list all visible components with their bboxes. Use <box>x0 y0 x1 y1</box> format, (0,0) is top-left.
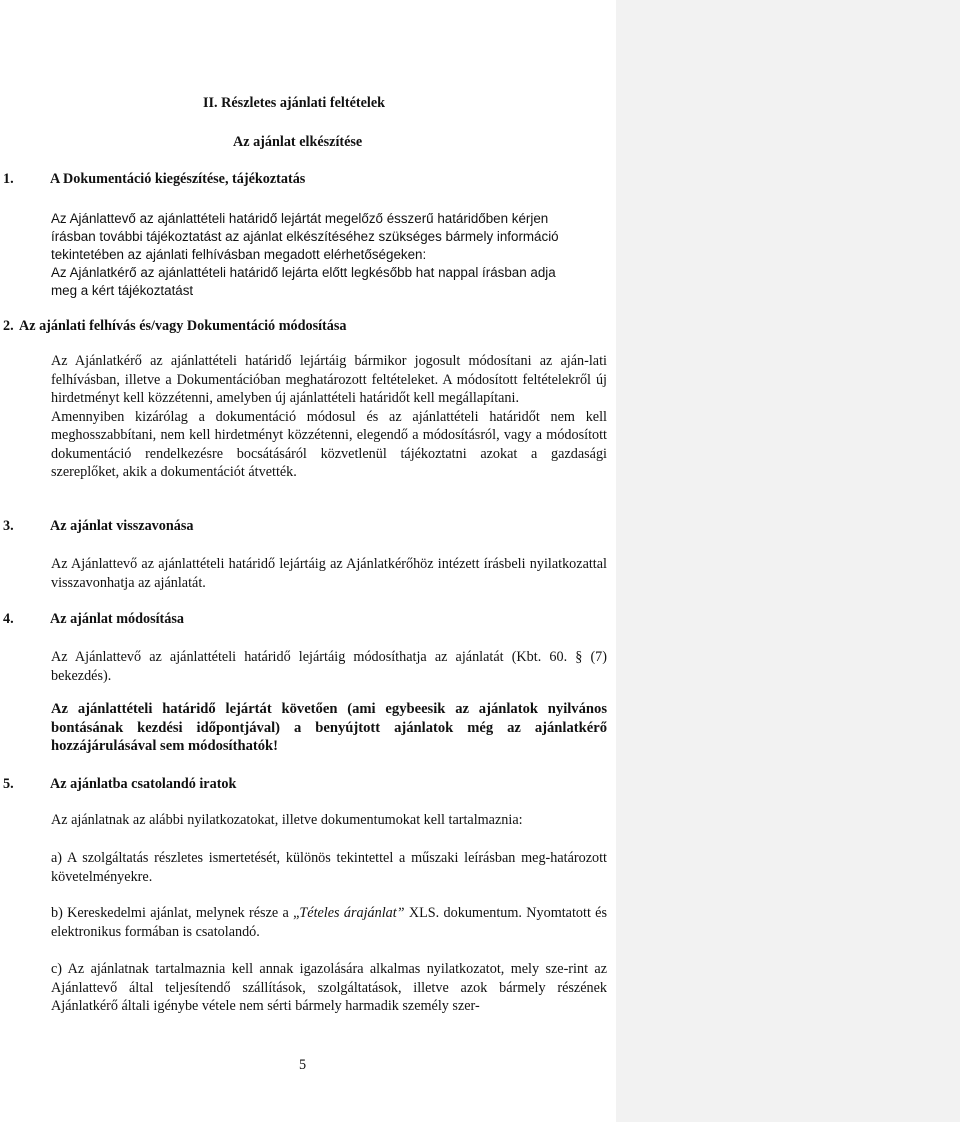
section-4-number: 4. <box>3 611 14 627</box>
section-1-title: A Dokumentáció kiegészítése, tájékoztatás <box>50 171 306 187</box>
section-2-number: 2. <box>3 318 14 334</box>
section-2-paragraph-1: Az Ajánlatkérő az ajánlattételi határidő lejártáig bármikor jogosult módosítani az aján-lati felhívásban, illetve a Dokumentációban meghatározott feltételeket. A módosított feltételekről új hirdetményt kell közzétenni, amelyben új ajánlattételi határidőt kell megállapítani. <box>51 353 607 406</box>
section-5-item-a <box>51 849 607 886</box>
section-5-item-b <box>51 904 607 941</box>
section-2-title: Az ajánlati felhívás és/vagy Dokumentáció módosítása <box>19 318 347 334</box>
section-subtitle: Az ajánlat elkészítése <box>233 134 363 150</box>
section-2-paragraph-2: Amennyiben kizárólag a dokumentáció módosul és az ajánlattételi határidőt nem kell meghosszabbítani, nem kell hirdetményt közzétenni, elegendő a módosításról, vagy a módosított dokumentáció rendelkezésre bocsátásáról közvetlenül tájékoztatni azokat a gazdasági szereplőket, akik a dokumentációt átvették. <box>51 408 607 480</box>
page-number: 5 <box>299 1057 307 1073</box>
section-1-line-1: Az Ajánlattevő az ajánlattételi határidő lejártát megelőző ésszerű határidőben kérjen <box>51 211 549 226</box>
section-5-intro: Az ajánlatnak az alábbi nyilatkozatokat, illetve dokumentumokat kell tartalmaznia: <box>51 812 523 828</box>
section-5-item-b-text <box>51 904 607 941</box>
section-5-item-a-text: a) A szolgáltatás részletes ismertetését, különös tekintettel a műszaki leírásban meg-határozott követelményekre. <box>51 850 607 885</box>
section-1-line-5: meg a kért tájékoztatást <box>51 283 194 298</box>
section-4-paragraph-2: Az ajánlattételi határidő lejártát követően (ami egybeesik az ajánlatok nyilvános bontásának kezdési időpontjával) a benyújtott ajánlatok még az ajánlatkérő hozzájárulásával sem módosíthatók! <box>51 701 607 754</box>
section-2-body <box>51 352 607 482</box>
item-b-prefix: b) Kereskedelmi ajánlat, melynek része a „ <box>51 905 300 921</box>
section-4-body-2 <box>51 700 607 756</box>
section-3-title: Az ajánlat visszavonása <box>50 518 194 534</box>
side-panel <box>616 0 960 1122</box>
section-4-title: Az ajánlat módosítása <box>50 611 184 627</box>
section-4-paragraph-1: Az Ajánlattevő az ajánlattételi határidő lejártáig módosíthatja az ajánlatát (Kbt. 60. § (7) bekezdés). <box>51 649 607 684</box>
section-3-body <box>51 555 607 592</box>
section-4-body-1 <box>51 648 607 685</box>
section-5-number: 5. <box>3 776 14 792</box>
section-3-number: 3. <box>3 518 14 534</box>
section-5-item-c-text: c) Az ajánlatnak tartalmaznia kell annak igazolására alkalmas nyilatkozatot, mely sze-rint az Ajánlattevő által teljesítendő szállítások, szolgáltatások, illetve azok bármely részének Ajánlatkérő általi igénybe vétele nem sérti bármely harmadik személy szer- <box>51 961 607 1014</box>
part-title: II. Részletes ajánlati feltételek <box>203 95 386 111</box>
section-5-title: Az ajánlatba csatolandó iratok <box>50 776 237 792</box>
item-b-suffix: XLS. dokumentum. Nyomtatott és elektronikus formában is csatolandó. <box>51 905 608 940</box>
section-3-paragraph-1: Az Ajánlattevő az ajánlattételi határidő lejártáig az Ajánlatkérőhöz intézett írásbeli nyilatkozattal visszavonhatja az ajánlatát. <box>51 556 607 591</box>
section-1-line-4: Az Ajánlatkérő az ajánlattételi határidő lejárta előtt legkésőbb hat nappal írásban adja <box>51 265 556 280</box>
section-1-line-2: írásban további tájékoztatást az ajánlat elkészítéséhez szükséges bármely információ <box>51 229 559 244</box>
item-b-italic-title: Tételes árajánlat” <box>299 905 405 921</box>
section-1-number: 1. <box>3 171 14 187</box>
section-5-item-c <box>51 960 607 1016</box>
section-1-line-3: tekintetében az ajánlati felhívásban megadott elérhetőségeken: <box>51 247 427 262</box>
